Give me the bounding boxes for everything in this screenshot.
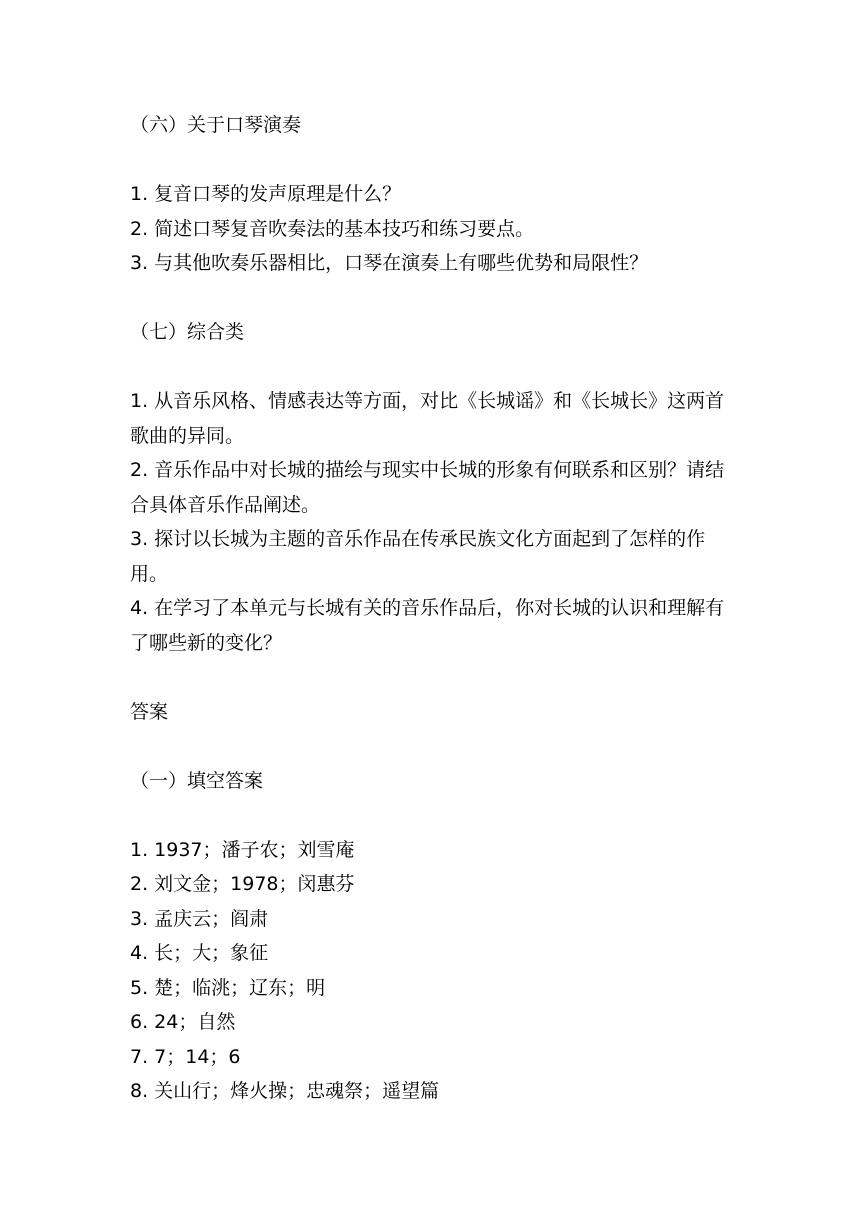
spacer — [130, 350, 740, 385]
list-item: 3. 与其他吹奏乐器相比，口琴在演奏上有哪些优势和局限性？ — [130, 252, 649, 274]
list-item: 1. 1937；潘子农；刘雪庵 — [130, 838, 355, 861]
list-item: 6. 24；自然 — [130, 1011, 236, 1033]
list-item: 3. 探讨以长城为主题的音乐作品在传承民族文化方面起到了怎样的作用。 — [130, 528, 706, 585]
spacer — [130, 729, 740, 764]
list-item: 1. 从音乐风格、情感表达等方面，对比《长城谣》和《长城长》这两首歌曲的异同。 — [130, 390, 725, 447]
list-item: 2. 简述口琴复音吹奏法的基本技巧和练习要点。 — [130, 217, 535, 240]
section-heading-harmonica: （六）关于口琴演奏 — [130, 114, 302, 136]
question-list-comprehensive — [130, 384, 740, 660]
list-item: 5. 楚；临洮；辽东；明 — [130, 976, 326, 999]
list-item: 2. 刘文金；1978；闵惠芬 — [130, 873, 355, 895]
answer-list-fill-blank — [130, 833, 740, 1109]
section-heading-fill-blank-answers: （一）填空答案 — [130, 769, 264, 792]
document-page — [130, 108, 740, 1109]
spacer — [130, 281, 740, 316]
list-item: 2. 音乐作品中对长城的描绘与现实中长城的形象有何联系和区别？请结合具体音乐作品阐述。 — [130, 459, 725, 516]
section-heading-comprehensive: （七）综合类 — [130, 321, 245, 343]
question-list-harmonica — [130, 177, 740, 281]
list-item: 8. 关山行；烽火操；忠魂祭；遥望篇 — [130, 1080, 440, 1102]
list-item: 3. 孟庆云；阎肃 — [130, 907, 269, 930]
spacer — [130, 660, 740, 695]
answers-title: 答案 — [130, 700, 169, 723]
list-item: 4. 在学习了本单元与长城有关的音乐作品后，你对长城的认识和理解有了哪些新的变化？ — [130, 597, 725, 654]
spacer — [130, 143, 740, 178]
list-item: 1. 复音口琴的发声原理是什么？ — [130, 183, 402, 205]
list-item: 7. 7；14；6 — [130, 1045, 241, 1068]
spacer — [130, 798, 740, 833]
list-item: 4. 长；大；象征 — [130, 942, 269, 964]
